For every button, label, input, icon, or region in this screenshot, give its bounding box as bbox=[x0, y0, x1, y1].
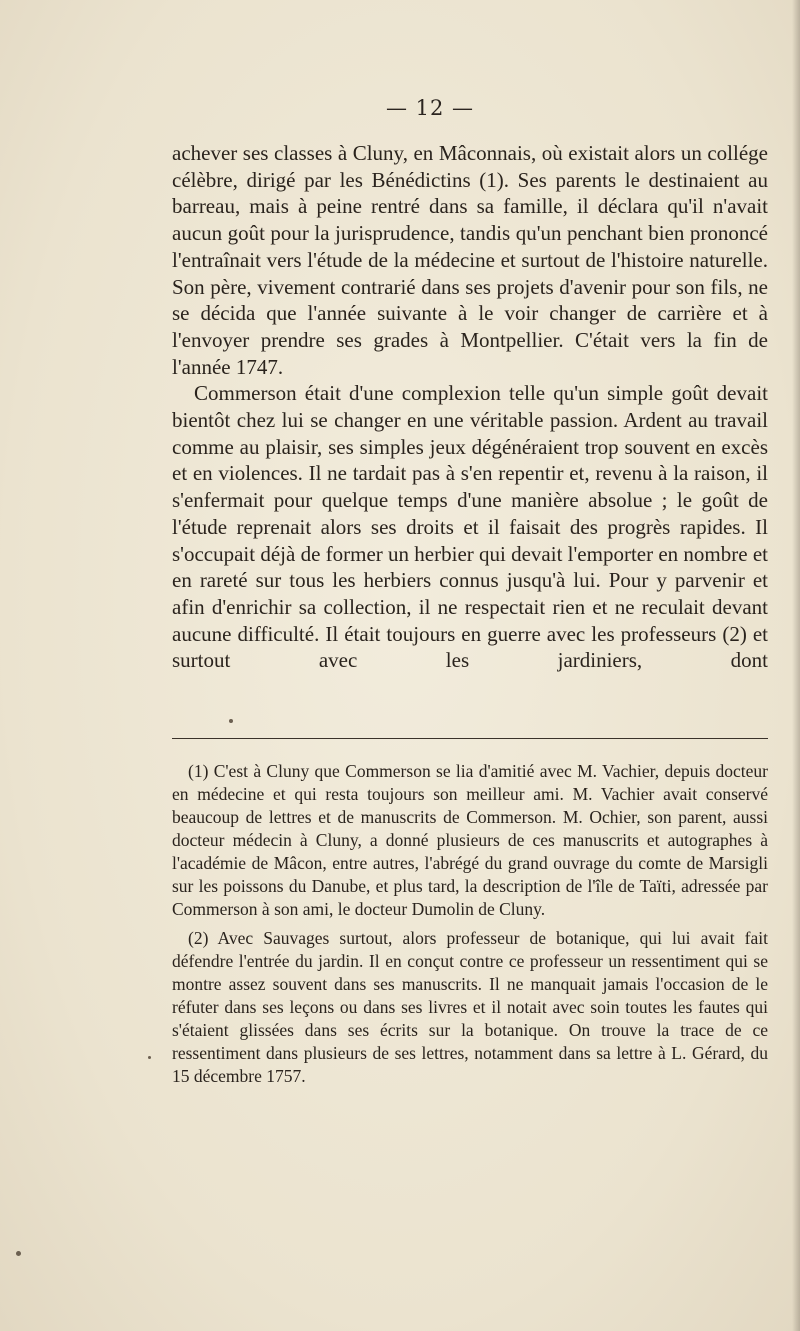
paper-fleck bbox=[229, 719, 233, 723]
paper-fleck bbox=[16, 1251, 21, 1256]
main-text bbox=[172, 140, 768, 674]
paper-fleck bbox=[148, 1056, 151, 1059]
page-edge-shadow bbox=[792, 0, 800, 1331]
page-number: — 12 — bbox=[385, 96, 475, 120]
footnote-2: (2) Avec Sauvages surtout, alors professeur de botanique, qui lui avait fait défendre l'entrée du jardin. Il en conçut contre ce professeur un ressentiment qui se montre assez souvent dans ses manuscrits. Il ne manquait jamais l'occasion de le réfuter dans ses leçons ou dans ses livres et il notait avec soin toutes les fautes qui s'étaient glissées dans ses écrits sur la botanique. On trouve la trace de ce ressentiment dans plusieurs de ses lettres, notamment dans sa lettre à L. Gérard, du 15 décembre 1757. bbox=[172, 928, 768, 1086]
paragraph-2: Commerson était d'une complexion telle qu'un simple goût devait bientôt chez lui se changer en une véritable passion. Ardent au travail comme au plaisir, ses simples jeux dégénéraient trop souvent en excès et en violences. Il ne tardait pas à s'en repentir et, revenu à la raison, il s'enfermait pour quelque temps d'une manière absolue ; le goût de l'étude reprenait alors ses droits et il faisait des progrès rapides. Il s'occupait déjà de former un herbier qui devait l'emporter en nombre et en rareté sur tous les herbiers connus jusqu'à lui. Pour y parvenir et afin d'enrichir sa collection, il ne respectait rien et ne reculait devant aucune difficulté. Il était toujours en guerre avec les professeurs (2) et surtout avec les jardiniers, dont bbox=[172, 381, 768, 673]
paragraph-1: achever ses classes à Cluny, en Mâconnais, où existait alors un collége célèbre, dirigé par les Bénédictins (1). Ses parents le destinaient au barreau, mais à peine rentré dans sa famille, il déclara qu'il n'avait aucun goût pour la jurisprudence, tandis qu'un penchant bien prononcé l'entraînait vers l'étude de la médecine et surtout de l'histoire naturelle. Son père, vivement contrarié dans ses projets d'avenir pour son fils, ne se décida que l'année suivante à le voir changer de carrière et à l'envoyer prendre ses grades à Montpellier. C'était vers la fin de l'année 1747. bbox=[172, 141, 768, 379]
footnotes-section bbox=[172, 760, 768, 1094]
footnote-divider bbox=[172, 738, 768, 739]
footnote-1: (1) C'est à Cluny que Commerson se lia d'amitié avec M. Vachier, depuis docteur en médecine et qui resta toujours son meilleur ami. M. Vachier avait conservé beaucoup de lettres et de manuscrits de Commerson. M. Ochier, son parent, aussi docteur médecin à Cluny, a donné plusieurs de ces manuscrits et autographes à l'académie de Mâcon, entre autres, l'abrégé du grand ouvrage du comte de Marsigli sur les poissons du Danube, et plus tard, la description de l'île de Taïti, adressée par Commerson à son ami, le docteur Dumolin de Cluny. bbox=[172, 761, 768, 919]
